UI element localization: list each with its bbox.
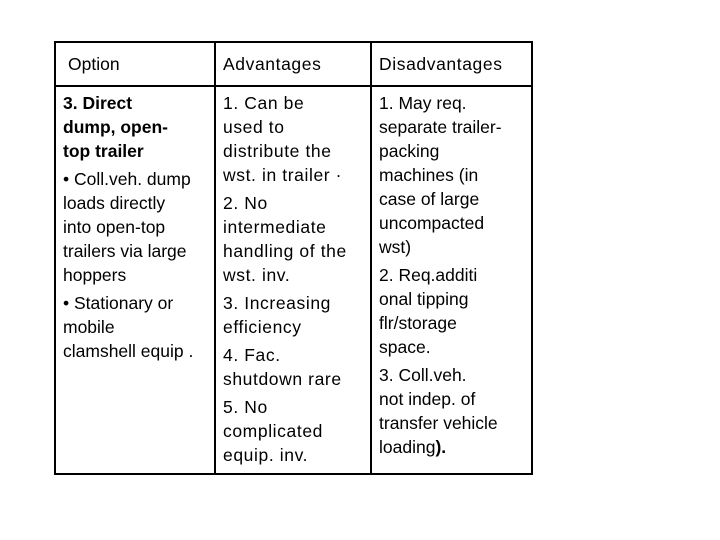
header-row [55,42,532,86]
disadvantage-item-1: 1. May req. separate trailer- packing machines (in case of large uncompacted wst) [379,93,502,257]
advantage-item-5: 5. No complicated equip. inv. [223,397,323,465]
advantage-item-2: 2. No intermediate handling of the wst. inv. [223,193,347,285]
option-header: Option [68,54,120,74]
disadvantage-item-2: 2. Req.additi onal tipping flr/storage space. [379,265,478,357]
closing-punctuation: ). [435,437,447,457]
disadvantages-header: Disadvantages [379,54,503,74]
disadvantages-cell [371,86,532,474]
comparison-table [54,41,533,475]
advantage-item-4: 4. Fac. shutdown rare [223,345,342,389]
disadvantages-header-cell [371,42,532,86]
option-header-cell [55,42,215,86]
disadvantage-item-3: 3. Coll.veh. not indep. of transfer vehicle loading). [379,365,498,457]
option-title: 3. Direct dump, open- top trailer [63,93,168,161]
advantage-item-3: 3. Increasing efficiency [223,293,331,337]
option-bullet-1: • Coll.veh. dump loads directly into open-top trailers via large hoppers [63,169,191,285]
advantages-header: Advantages [223,54,322,74]
option-bullet-2: • Stationary or mobile clamshell equip . [63,293,194,361]
data-row [55,86,532,474]
advantage-item-1: 1. Can be used to distribute the wst. in trailer · [223,93,343,185]
advantages-header-cell [215,42,371,86]
option-cell [55,86,215,474]
disadvantage-last-line: loading [379,437,436,457]
advantages-cell [215,86,371,474]
